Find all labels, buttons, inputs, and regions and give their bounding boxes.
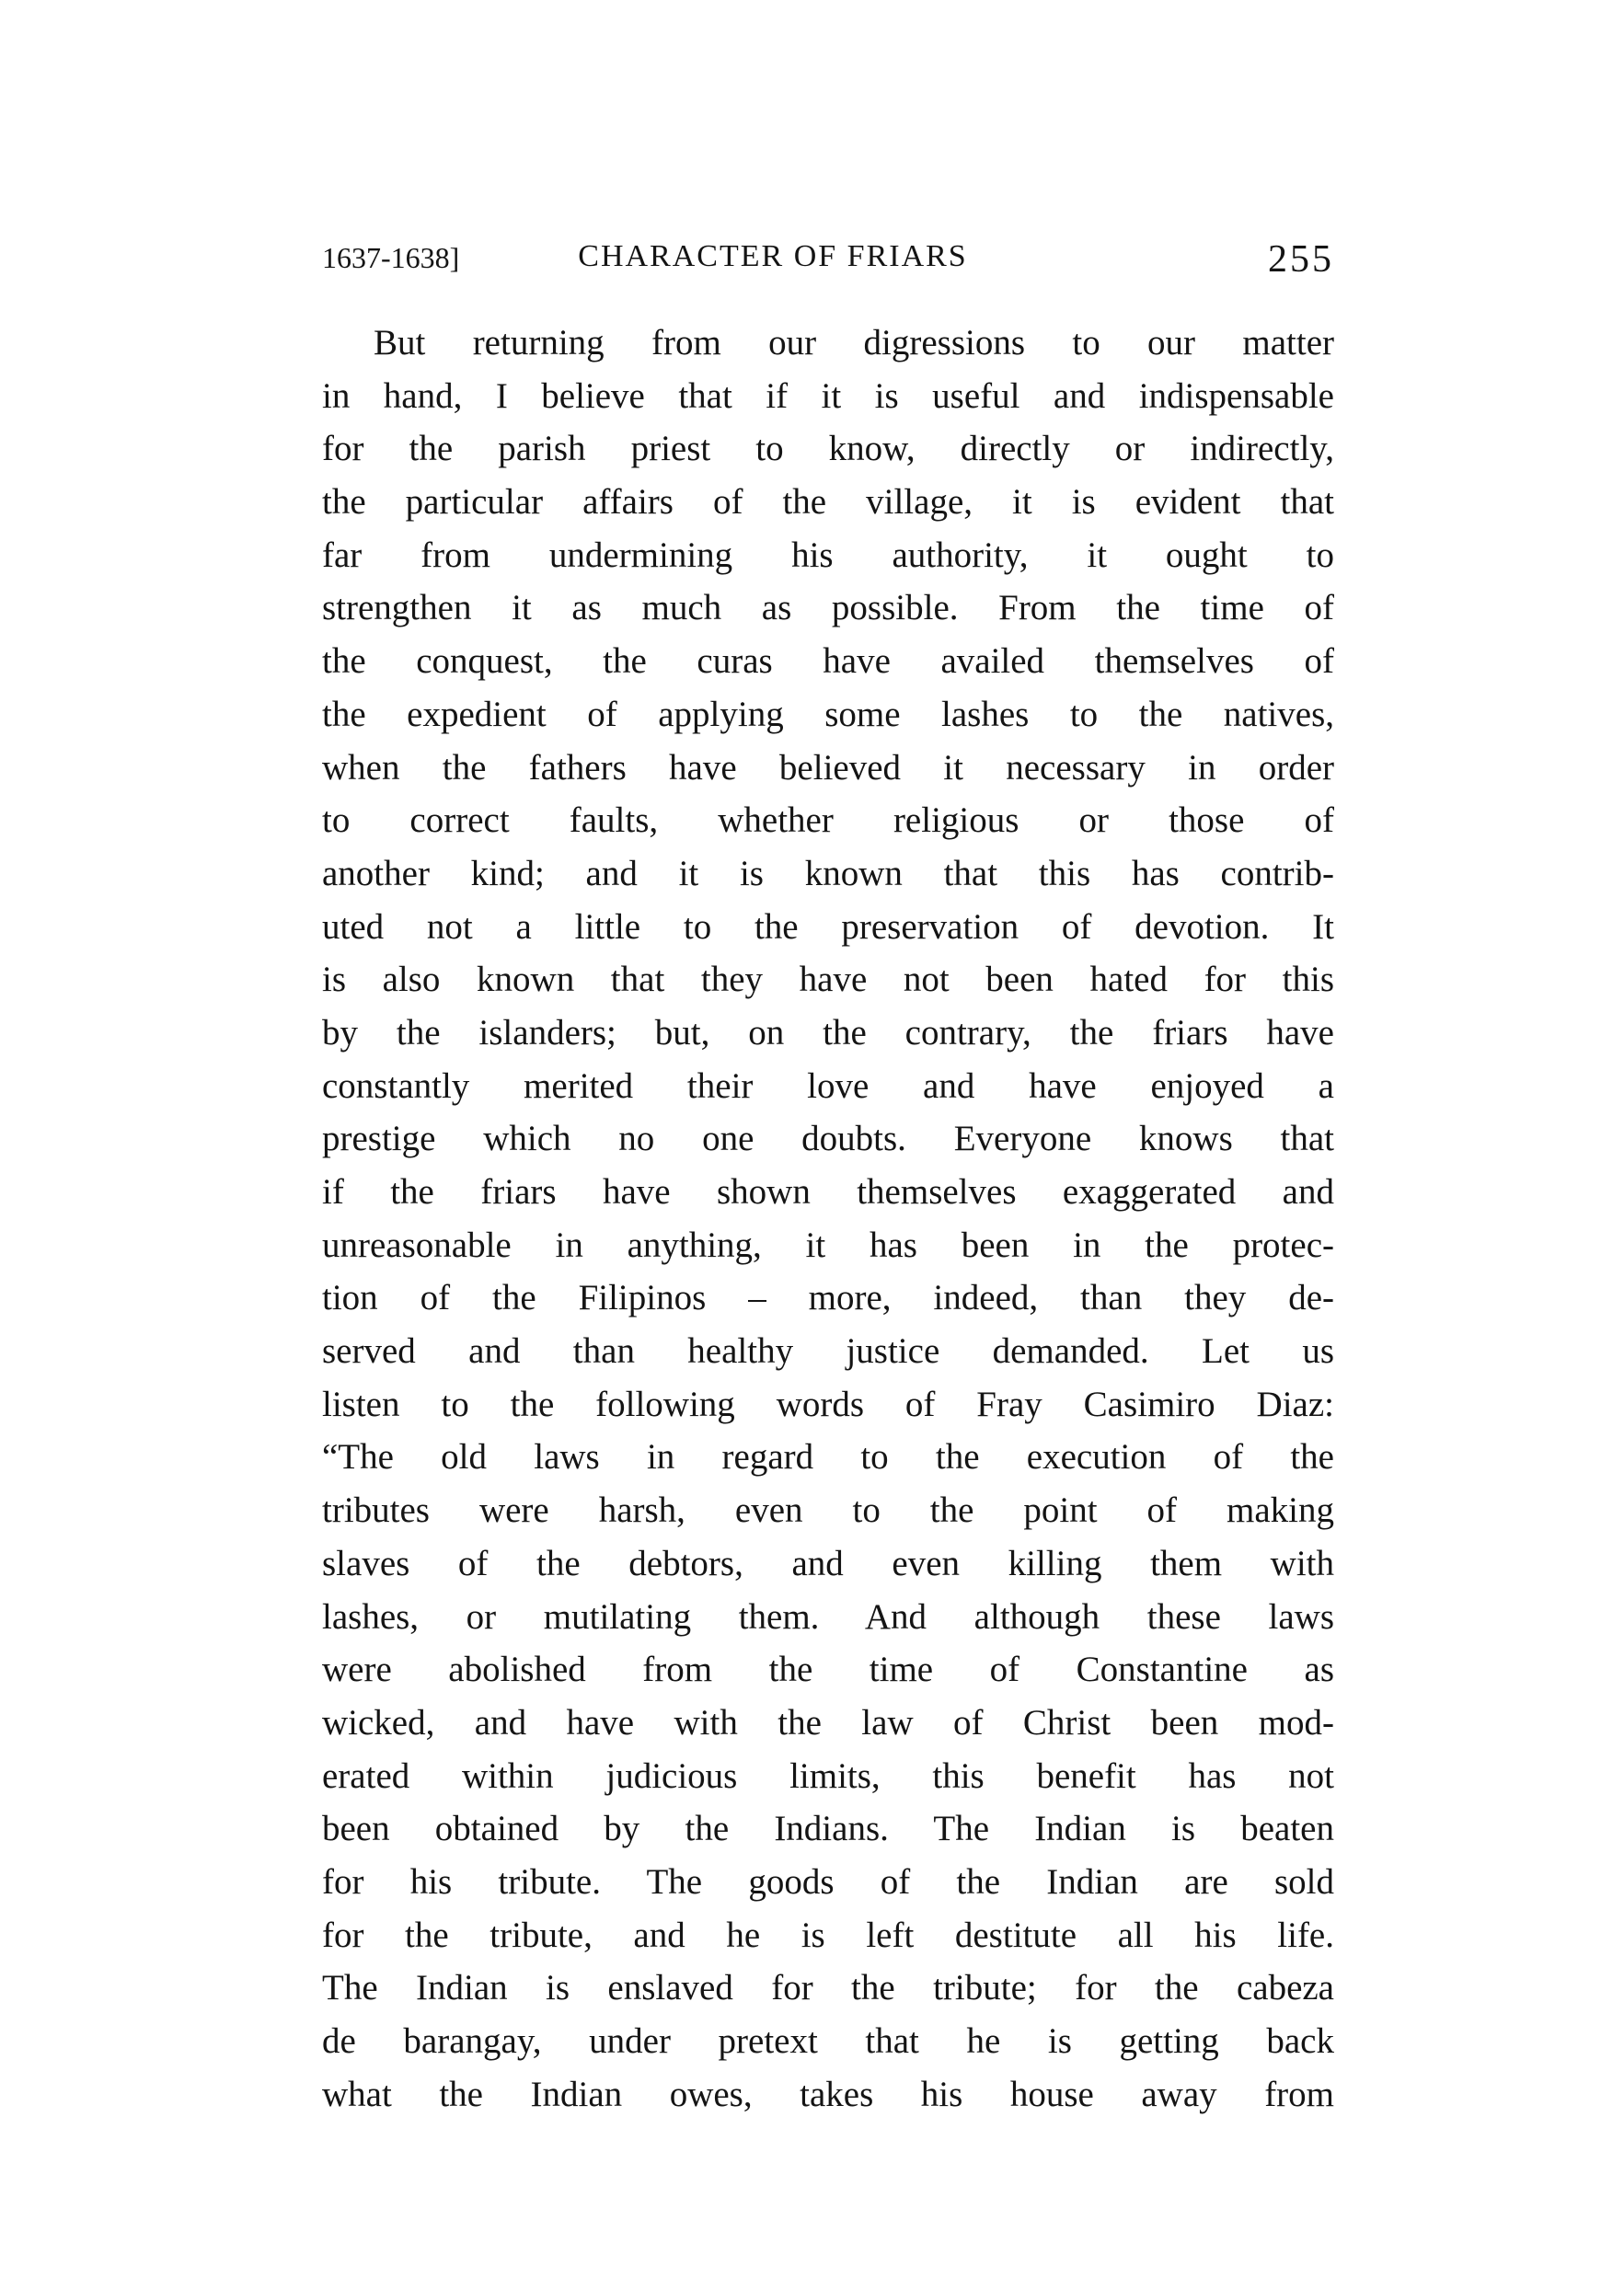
text-line: in hand, I believe that if it is useful and indispensable bbox=[322, 375, 1334, 416]
text-line: been obtained by the Indians. The Indian is beaten bbox=[322, 1809, 1334, 1849]
text-line: to correct faults, whether religious or those of bbox=[322, 800, 1334, 841]
text-line: is also known that they have not been hated for this bbox=[322, 960, 1334, 1000]
running-header bbox=[322, 237, 1334, 289]
text-line: erated within judicious limits, this benefit has not bbox=[322, 1755, 1334, 1796]
text-line: “The old laws in regard to the execution of the bbox=[322, 1437, 1334, 1478]
header-title: CHARACTER OF FRIARS bbox=[578, 239, 968, 273]
text-line: The Indian is enslaved for the tribute; for the cabeza bbox=[322, 1968, 1334, 2008]
text-line: unreasonable in anything, it has been in the protec- bbox=[322, 1225, 1334, 1265]
text-line: lashes, or mutilating them. And although these laws bbox=[322, 1596, 1334, 1637]
text-line: strengthen it as much as possible. From the time of bbox=[322, 588, 1334, 628]
text-line: for his tribute. The goods of the Indian are sold bbox=[322, 1861, 1334, 1902]
text-line: were abolished from the time of Constantine as bbox=[322, 1650, 1334, 1690]
text-line: slaves of the debtors, and even killing them with bbox=[322, 1543, 1334, 1583]
text-line: the conquest, the curas have availed themselves of bbox=[322, 641, 1334, 682]
text-line: tion of the Filipinos – more, indeed, than they de- bbox=[322, 1278, 1334, 1318]
text-line: listen to the following words of Fray Casimiro Diaz: bbox=[322, 1384, 1334, 1424]
text-line: served and than healthy justice demanded. Let us bbox=[322, 1331, 1334, 1372]
text-line: prestige which no one doubts. Everyone knows that bbox=[322, 1119, 1334, 1159]
text-line: for the parish priest to know, directly or indirectly, bbox=[322, 429, 1334, 469]
text-line: if the friars have shown themselves exaggerated and bbox=[322, 1172, 1334, 1212]
header-years: 1637-1638] bbox=[322, 241, 460, 274]
text-line: for the tribute, and he is left destitute all his life. bbox=[322, 1915, 1334, 1955]
text-line: what the Indian owes, takes his house away from bbox=[322, 2074, 1334, 2114]
text-line: wicked, and have with the law of Christ been mod- bbox=[322, 1702, 1334, 1743]
text-line: de barangay, under pretext that he is getting back bbox=[322, 2021, 1334, 2061]
text-line: another kind; and it is known that this has contrib- bbox=[322, 853, 1334, 893]
text-line: the particular affairs of the village, it is evident that bbox=[322, 482, 1334, 523]
text-line: uted not a little to the preservation of devotion. It bbox=[322, 906, 1334, 947]
text-line: when the fathers have believed it necessary in order bbox=[322, 747, 1334, 788]
text-line: far from undermining his authority, it ought to bbox=[322, 535, 1334, 575]
text-line: tributes were harsh, even to the point of making bbox=[322, 1490, 1334, 1531]
page-number: 255 bbox=[1268, 238, 1334, 281]
text-line: by the islanders; but, on the contrary, the friars have bbox=[322, 1012, 1334, 1053]
text-line: the expedient of applying some lashes to the natives, bbox=[322, 694, 1334, 734]
text-line: But returning from our digressions to our matter bbox=[374, 323, 1334, 362]
text-line: constantly merited their love and have enjoyed a bbox=[322, 1065, 1334, 1106]
page-body-text bbox=[322, 316, 1334, 2121]
